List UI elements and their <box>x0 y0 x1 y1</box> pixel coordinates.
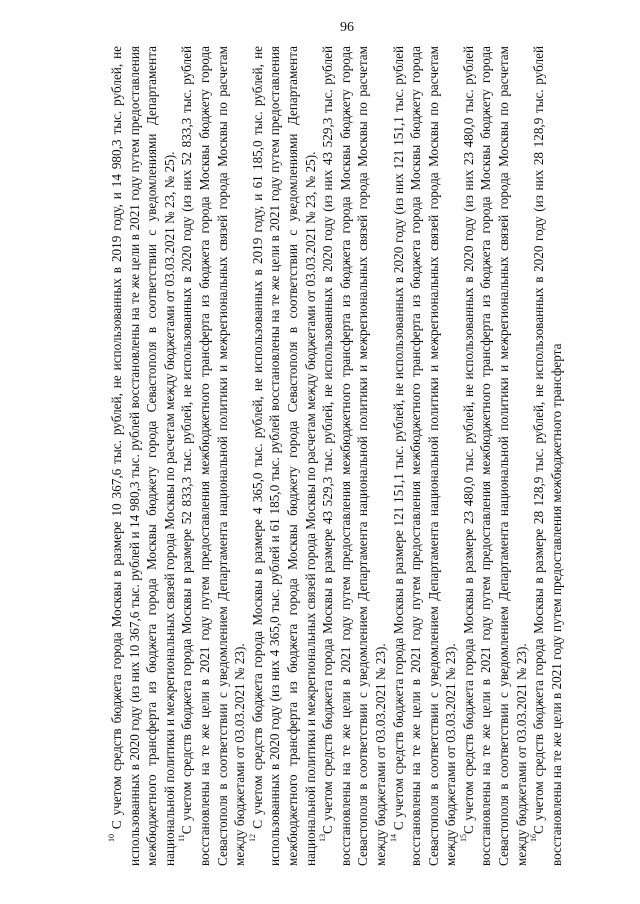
footnote-15 <box>460 46 530 866</box>
footnote-text: С учетом средств бюджета города Москвы в размере 52 833,3 тыс. рублей, не использованных в 2020 году (из них 52 833,3 тыс. рублей восстановлены на те же цели в 2021 году путем предоставления межбюджетного трансферта из бюджета города Москвы бюджету города Севастополя в соответствии с уведомлением Департамента национальной политики и межрегиональных связей города Москвы по расчетам между бюджетами от 03.03.2021 № 23). <box>179 46 248 866</box>
footnote-13 <box>319 46 389 866</box>
footnote-number: 16 <box>529 834 539 842</box>
footnote-14 <box>390 46 460 866</box>
footnote-text: С учетом средств бюджета города Москвы в размере 4 365,0 тыс. рублей, не использованных в 2019 году, и 61 185,0 тыс. рублей, не использованных в 2020 году (из них 4 365,0 тыс. рублей и 61 185,0 тыс. рублей восстановлены на те же цели в 2021 году путем предоставления межбюджетного трансферта из бюджета города Москвы бюджету города Севастополя в соответствии с уведомлениями Департамента национальной политики и межрегиональных связей города Москвы по расчетам между бюджетами от 03.03.2021 № 23, № 25). <box>249 46 318 866</box>
footnote-text: С учетом средств бюджета города Москвы в размере 43 529,3 тыс. рублей, не использованных в 2020 году (из них 43 529,3 тыс. рублей восстановлены на те же цели в 2021 году путем предоставления межбюджетного трансферта из бюджета города Москвы бюджету города Севастополя в соответствии с уведомлением Департамента национальной политики и межрегиональных связей города Москвы по расчетам между бюджетами от 03.03.2021 № 23). <box>320 46 388 866</box>
footnote-text: С учетом средств бюджета города Москвы в размере 23 480,0 тыс. рублей, не использованных в 2020 году (из них 23 480,0 тыс. рублей восстановлены на те же цели в 2021 году путем предоставления межбюджетного трансферта из бюджета города Москвы бюджету города Севастополя в соответствии с уведомлением Департамента национальной политики и межрегиональных связей города Москвы по расчетам между бюджетами от 03.03.2021 № 23). <box>460 46 529 866</box>
page-number: 96 <box>340 20 354 35</box>
footnote-number: 10 <box>107 834 116 842</box>
footnote-number: 12 <box>247 834 257 842</box>
footnote-number: 13 <box>318 834 328 842</box>
footnote-16 <box>530 46 565 866</box>
footnote-12 <box>249 46 319 866</box>
footnote-text: С учетом средств бюджета города Москвы в размере 121 151,1 тыс. рублей, не использованных в 2020 году (из них 121 151,1 тыс. рублей восстановлены на те же цели в 2021 году путем предоставления межбюджетного трансферта из бюджета города Москвы бюджету города Севастополя в соответствии с уведомлением Департамента национальной политики и межрегиональных связей города Москвы по расчетам между бюджетами от 03.03.2021 № 23). <box>390 45 459 866</box>
footnote-10 <box>108 46 178 866</box>
footnote-text: С учетом средств бюджета города Москвы в размере 28 128,9 тыс. рублей, не использованных в 2020 году (из них 28 128,9 тыс. рублей восстановлены на те же цели в 2021 году путем предоставления межбюджетного трансферта <box>531 46 564 866</box>
footnote-11 <box>178 46 248 866</box>
footnote-text: С учетом средств бюджета города Москвы в размере 10 367,6 тыс. рублей, не использованных в 2019 году, и 14 980,3 тыс. рублей, не использованных в 2020 году (из них 10 367,6 тыс. рублей и 14 980,3 тыс. рублей восстановлены на те же цели в 2021 году путем предоставления межбюджетного трансферта из бюджета города Москвы бюджету города Севастополя в соответствии с уведомлениями Департамента национальной политики и межрегиональных связей города Москвы по расчетам между бюджетами от 03.03.2021 № 23, № 25). <box>109 45 177 866</box>
footnote-number: 11 <box>177 834 187 842</box>
footnote-number: 14 <box>388 834 398 842</box>
footnote-number: 15 <box>458 834 468 842</box>
footnotes-block <box>108 46 596 866</box>
